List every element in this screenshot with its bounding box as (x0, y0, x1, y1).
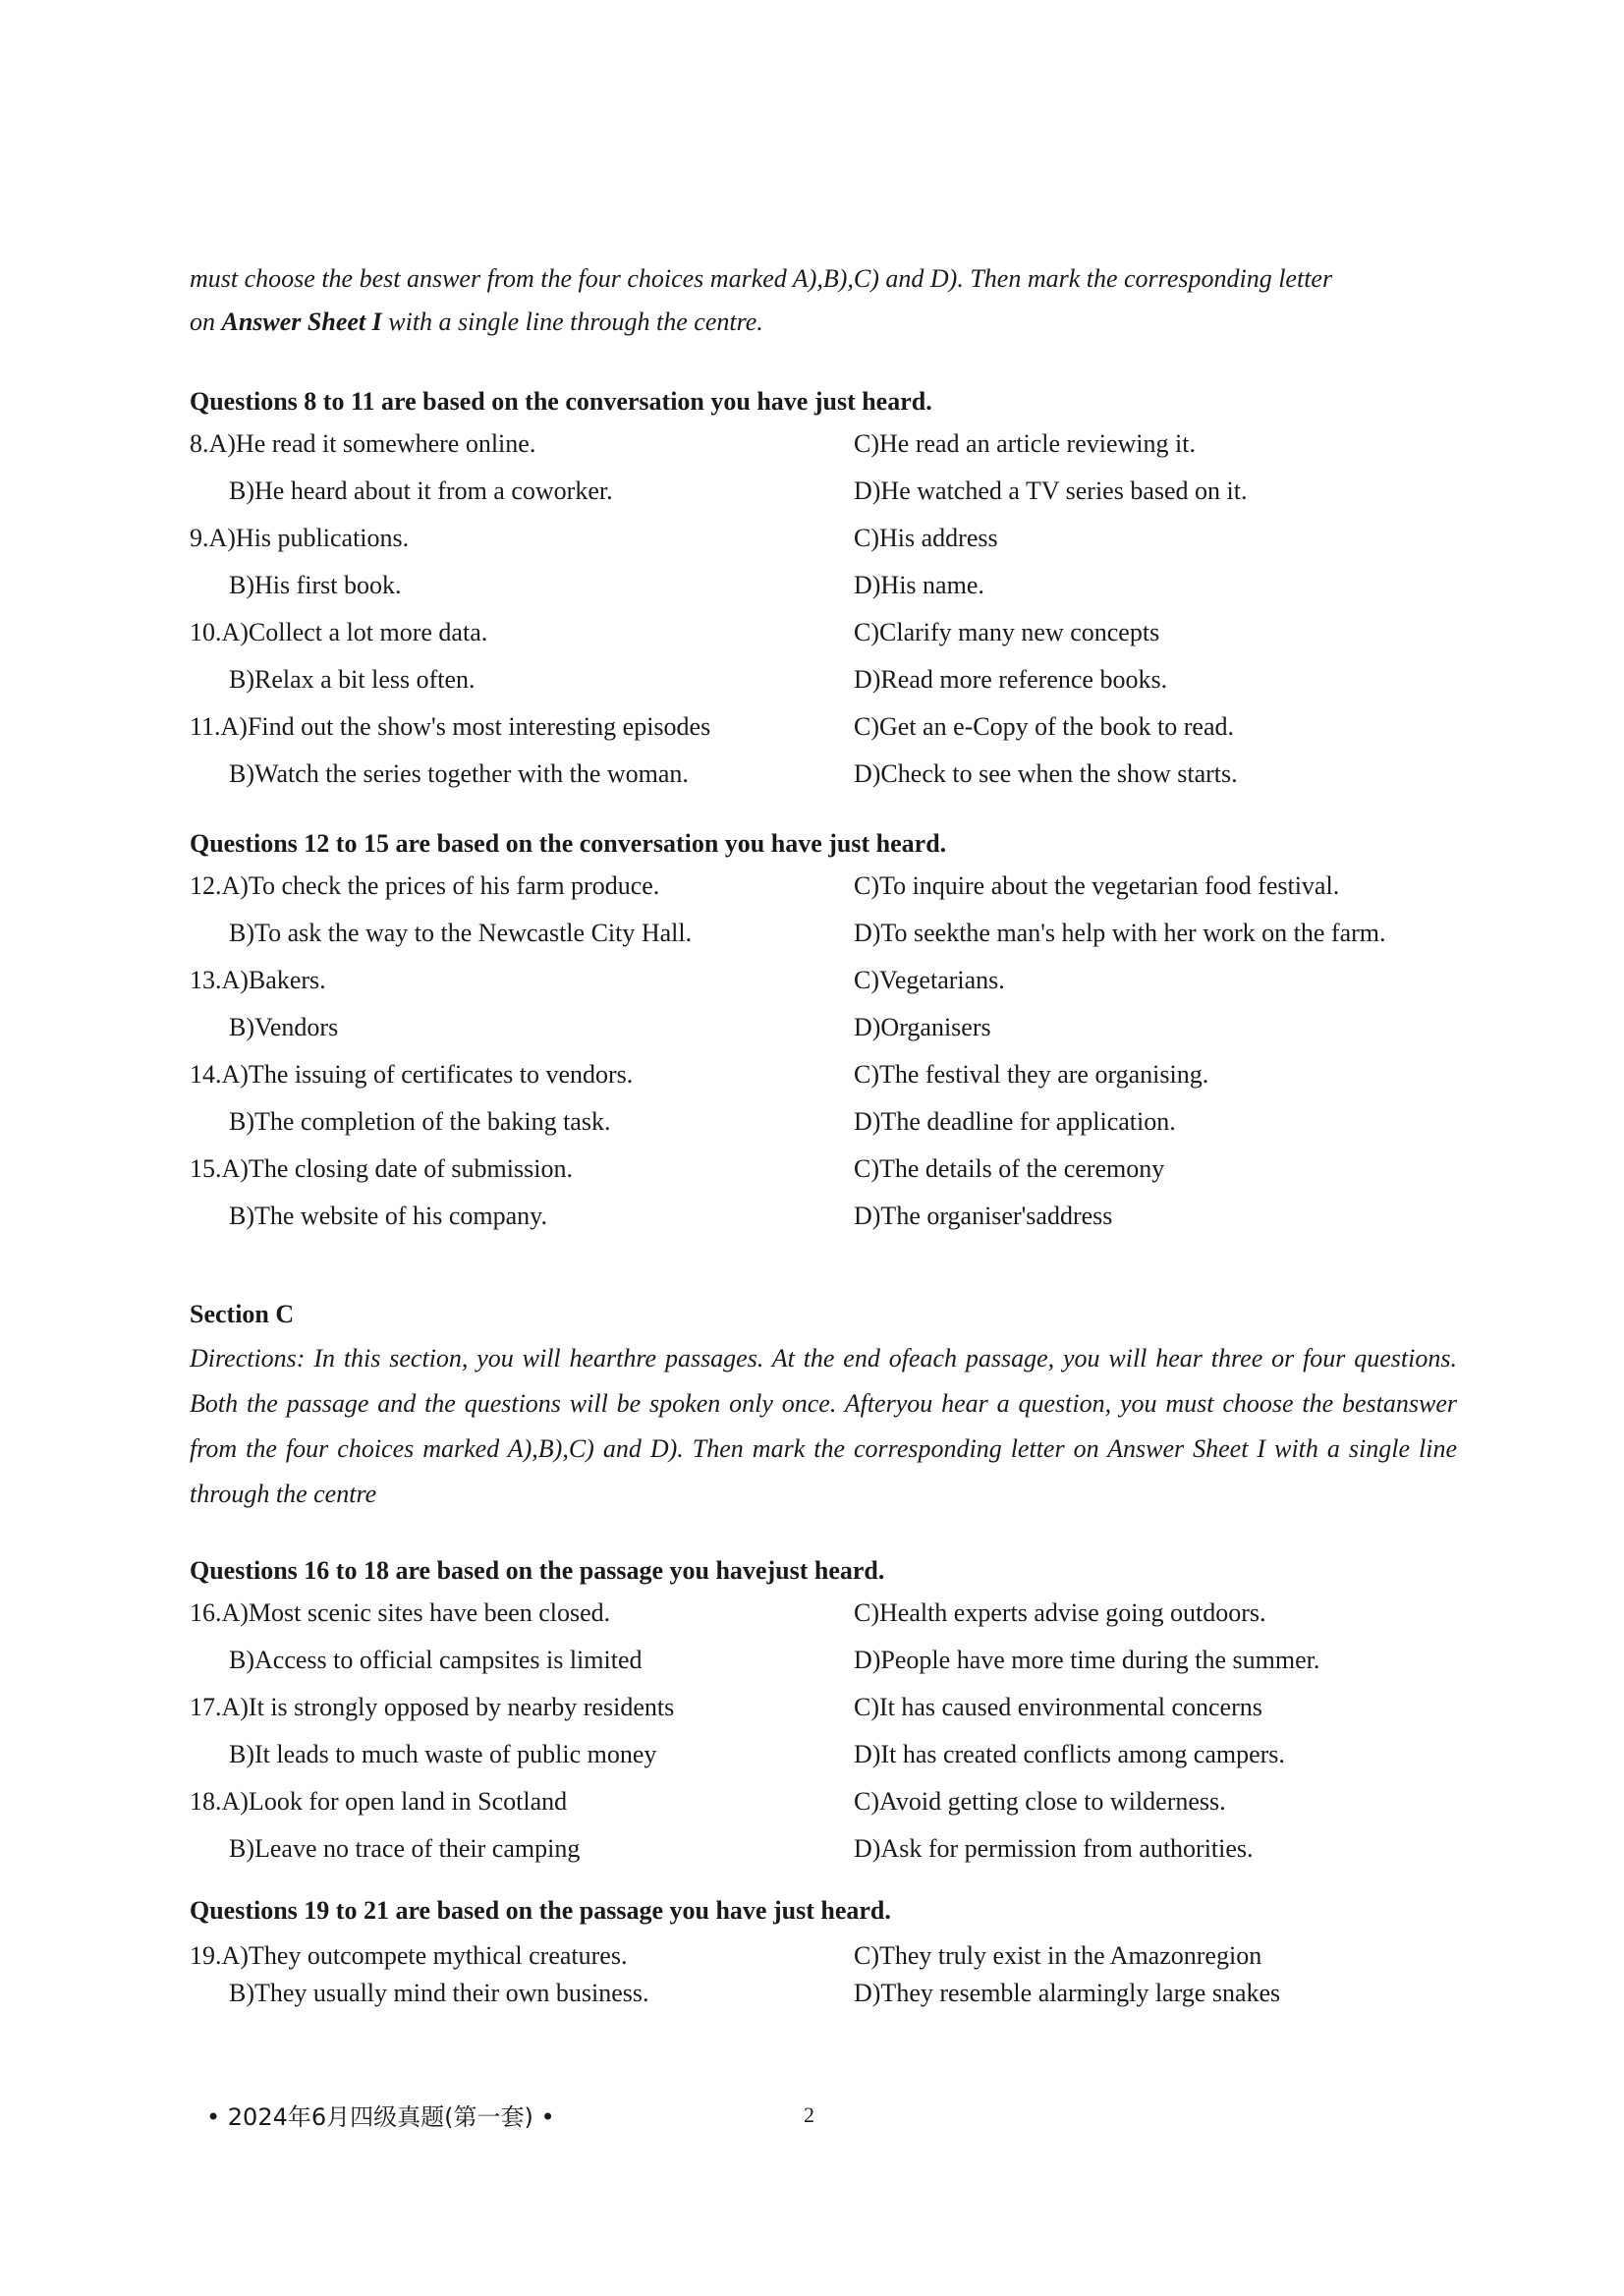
page-footer: • 2024年6月四级真题(第一套) • (206, 2103, 555, 2131)
question-row (190, 1778, 1457, 1825)
section-c-title: Section C (190, 1300, 295, 1328)
option-a: 11.A)Find out the show's most interesting episodes (190, 712, 711, 741)
question-row (190, 957, 1457, 1004)
question-row (190, 1975, 1457, 2012)
question-row (190, 1051, 1457, 1098)
question-group-heading: Questions 16 to 18 are based on the passage you havejust heard. (190, 1556, 885, 1585)
option-b: B)It leads to much waste of public money (229, 1740, 657, 1768)
question-row (190, 656, 1457, 703)
question-group-heading: Questions 8 to 11 are based on the conversation you have just heard. (190, 387, 932, 416)
option-a: 10.A)Collect a lot more data. (190, 618, 488, 646)
question-group-8-11 (190, 420, 1457, 798)
option-d: D)His name. (854, 571, 984, 599)
option-a: 15.A)The closing date of submission. (190, 1154, 573, 1183)
option-a: 14.A)The issuing of certificates to vendors. (190, 1060, 634, 1089)
option-c: C)Clarify many new concepts (854, 618, 1160, 646)
option-b: B)The completion of the baking task. (229, 1107, 611, 1136)
question-row (190, 609, 1457, 656)
question-row (190, 420, 1457, 468)
option-c: C)The festival they are organising. (854, 1060, 1209, 1089)
intro-line-2-post: with a single line through the centre. (381, 308, 763, 336)
option-b: B)They usually mind their own business. (229, 1979, 649, 2007)
question-row (190, 468, 1457, 515)
section-c-directions: Directions: In this section, you will hearthre passages. At the end ofeach passage, you will hear three or four questions. Both the passage and the questions will be spoken only once. Afteryou hear a question, you must choose the bestanswer from the four choices marked A),B),C) and D). Then mark the corresponding letter on Answer Sheet I with a single line through the centre (190, 1344, 1457, 1508)
question-row (190, 1684, 1457, 1731)
option-b: B)Watch the series together with the woman. (229, 759, 689, 788)
option-b: B)Access to official campsites is limited (229, 1646, 643, 1674)
option-d: D)Organisers (854, 1013, 991, 1041)
option-a: 8.A)He read it somewhere online. (190, 429, 536, 458)
question-row (190, 1825, 1457, 1873)
question-row (190, 1937, 1457, 1975)
question-group-19-21 (190, 1937, 1457, 2012)
option-c: C)He read an article reviewing it. (854, 429, 1196, 458)
question-group-heading: Questions 12 to 15 are based on the conversation you have just heard. (190, 829, 947, 858)
option-c: C)To inquire about the vegetarian food festival. (854, 871, 1340, 900)
question-row (190, 515, 1457, 562)
option-d: D)The organiser'saddress (854, 1202, 1113, 1230)
question-row (190, 1193, 1457, 1240)
intro-line-1: must choose the best answer from the four choices marked A),B),C) and D). Then mark the corresponding letter (190, 264, 1333, 293)
option-b: B)He heard about it from a coworker. (229, 476, 613, 505)
question-group-16-18 (190, 1590, 1457, 1873)
question-row (190, 863, 1457, 910)
option-d: D)The deadline for application. (854, 1107, 1176, 1136)
option-d: D)Check to see when the show starts. (854, 759, 1238, 788)
option-d: D)To seekthe man's help with her work on the farm. (854, 919, 1386, 947)
option-a: 9.A)His publications. (190, 524, 410, 552)
question-row (190, 1146, 1457, 1193)
option-b: B)Vendors (229, 1013, 339, 1041)
answer-sheet-label: Answer Sheet I (221, 308, 382, 336)
option-d: D)Read more reference books. (854, 665, 1168, 694)
option-d: D)He watched a TV series based on it. (854, 476, 1248, 505)
option-a: 13.A)Bakers. (190, 966, 326, 994)
option-b: B)To ask the way to the Newcastle City Hall. (229, 919, 693, 947)
question-row (190, 1004, 1457, 1051)
question-row (190, 910, 1457, 957)
question-row (190, 1637, 1457, 1684)
option-a: 18.A)Look for open land in Scotland (190, 1787, 568, 1816)
option-c: C)It has caused environmental concerns (854, 1693, 1262, 1721)
page-number: 2 (804, 2102, 814, 2127)
question-row (190, 1098, 1457, 1146)
option-b: B)Leave no trace of their camping (229, 1834, 581, 1863)
option-c: C)Get an e-Copy of the book to read. (854, 712, 1235, 741)
exam-page (190, 257, 1457, 2012)
option-c: C)Health experts advise going outdoors. (854, 1598, 1266, 1627)
option-b: B)The website of his company. (229, 1202, 547, 1230)
question-row (190, 1590, 1457, 1637)
option-c: C)Avoid getting close to wilderness. (854, 1787, 1226, 1816)
intro-line-2-pre: on (190, 308, 222, 336)
intro-directions (190, 257, 1457, 344)
question-group-heading: Questions 19 to 21 are based on the passage you have just heard. (190, 1896, 891, 1925)
option-c: C)Vegetarians. (854, 966, 1005, 994)
option-a: 16.A)Most scenic sites have been closed. (190, 1598, 611, 1627)
question-group-12-15 (190, 863, 1457, 1240)
question-row (190, 1731, 1457, 1778)
option-a: 19.A)They outcompete mythical creatures. (190, 1941, 628, 1970)
option-d: D)Ask for permission from authorities. (854, 1834, 1254, 1863)
option-d: D)People have more time during the summer. (854, 1646, 1320, 1674)
option-c: C)His address (854, 524, 998, 552)
question-row (190, 562, 1457, 609)
question-row (190, 751, 1457, 798)
option-a: 17.A)It is strongly opposed by nearby residents (190, 1693, 675, 1721)
option-c: C)They truly exist in the Amazonregion (854, 1941, 1262, 1970)
option-b: B)Relax a bit less often. (229, 665, 476, 694)
option-a: 12.A)To check the prices of his farm produce. (190, 871, 660, 900)
question-row (190, 703, 1457, 751)
option-d: D)They resemble alarmingly large snakes (854, 1979, 1281, 2007)
option-d: D)It has created conflicts among campers. (854, 1740, 1285, 1768)
option-c: C)The details of the ceremony (854, 1154, 1165, 1183)
option-b: B)His first book. (229, 571, 402, 599)
